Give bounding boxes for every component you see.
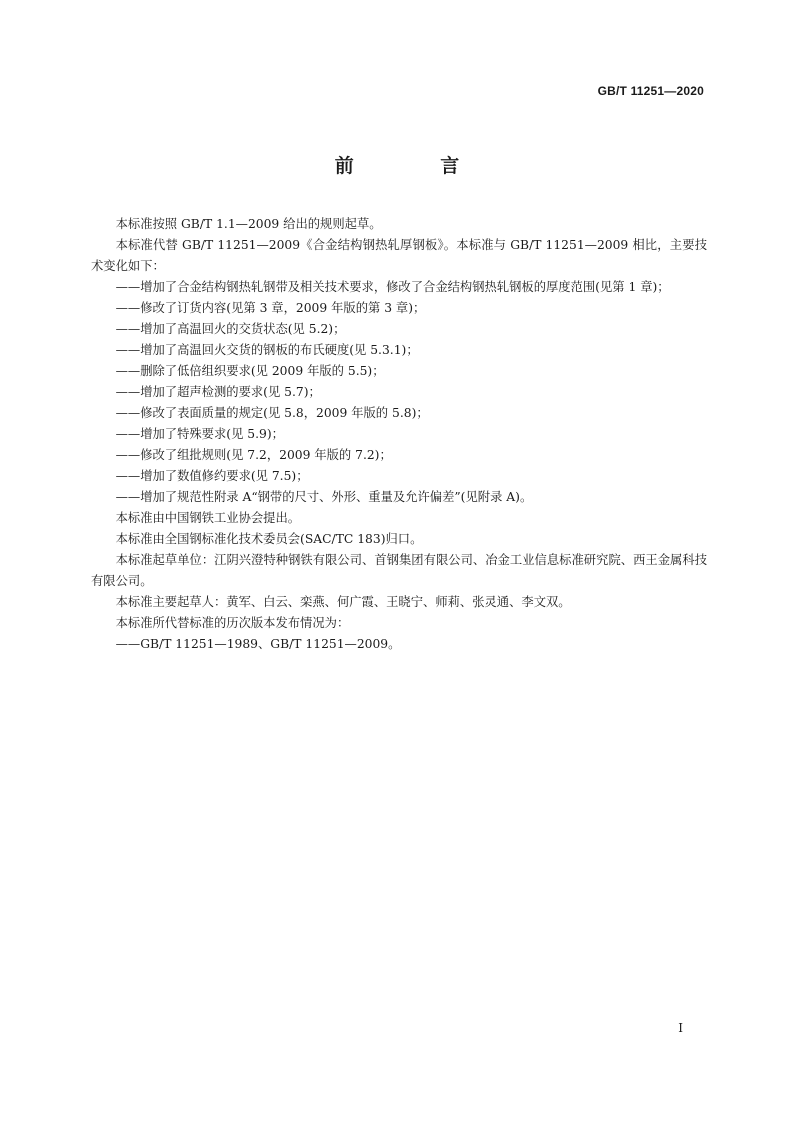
change-item-order-content: ——修改了订货内容(见第 3 章，2009 年版的第 3 章)；	[115, 301, 426, 315]
change-item-steel-strip: ——增加了合金结构钢热轧钢带及相关技术要求，修改了合金结构钢热轧钢板的厚度范围(见第 1 章)；	[115, 280, 670, 294]
document-code: GB/T 11251—2020	[597, 84, 704, 98]
change-item-surface-quality: ——修改了表面质量的规定(见 5.8，2009 年版的 5.8)；	[115, 406, 429, 420]
paragraph-under-jurisdiction: 本标准由全国钢标准化技术委员会(SAC/TC 183)归口。	[115, 532, 423, 546]
change-item-tempering-delivery: ——增加了高温回火的交货状态(见 5.2)；	[115, 322, 346, 336]
change-item-rounding: ——增加了数值修约要求(见 7.5)；	[115, 469, 309, 483]
page-title: 前 言	[334, 155, 500, 177]
paragraph-proposed-by: 本标准由中国钢铁工业协会提出。	[115, 511, 301, 525]
change-item-annex-a: ——增加了规范性附录 A“钢带的尺寸、外形、重量及允许偏差”(见附录 A)。	[115, 490, 533, 504]
foreword-body	[91, 214, 707, 655]
paragraph-drafters: 本标准主要起草人：黄军、白云、栾燕、何广霞、王晓宁、师莉、张灵通、李文双。	[115, 595, 571, 609]
paragraph-drafting-units: 本标准起草单位：江阴兴澄特种钢铁有限公司、首钢集团有限公司、冶金工业信息标准研究院、西王金属科技有限公司。	[91, 553, 707, 588]
paragraph-replacement: 本标准代替 GB/T 11251—2009《合金结构钢热轧厚钢板》。本标准与 GB/T 11251—2009 相比，主要技术变化如下：	[91, 238, 707, 273]
previous-edition-item: ——GB/T 11251—1989、GB/T 11251—2009。	[115, 637, 401, 651]
change-item-macrostructure: ——删除了低倍组织要求(见 2009 年版的 5.5)；	[115, 364, 385, 378]
paragraph-previous-editions: 本标准所代替标准的历次版本发布情况为：	[115, 616, 350, 630]
paragraph-drafting-rules: 本标准按照 GB/T 1.1—2009 给出的规则起草。	[115, 217, 382, 231]
change-item-special-requirements: ——增加了特殊要求(见 5.9)；	[115, 427, 284, 441]
change-item-ultrasonic: ——增加了超声检测的要求(见 5.7)；	[115, 385, 321, 399]
page-number: I	[678, 1021, 683, 1035]
change-item-batching-rules: ——修改了组批规则(见 7.2，2009 年版的 7.2)；	[115, 448, 392, 462]
change-item-brinell-hardness: ——增加了高温回火交货的钢板的布氏硬度(见 5.3.1)；	[115, 343, 419, 357]
